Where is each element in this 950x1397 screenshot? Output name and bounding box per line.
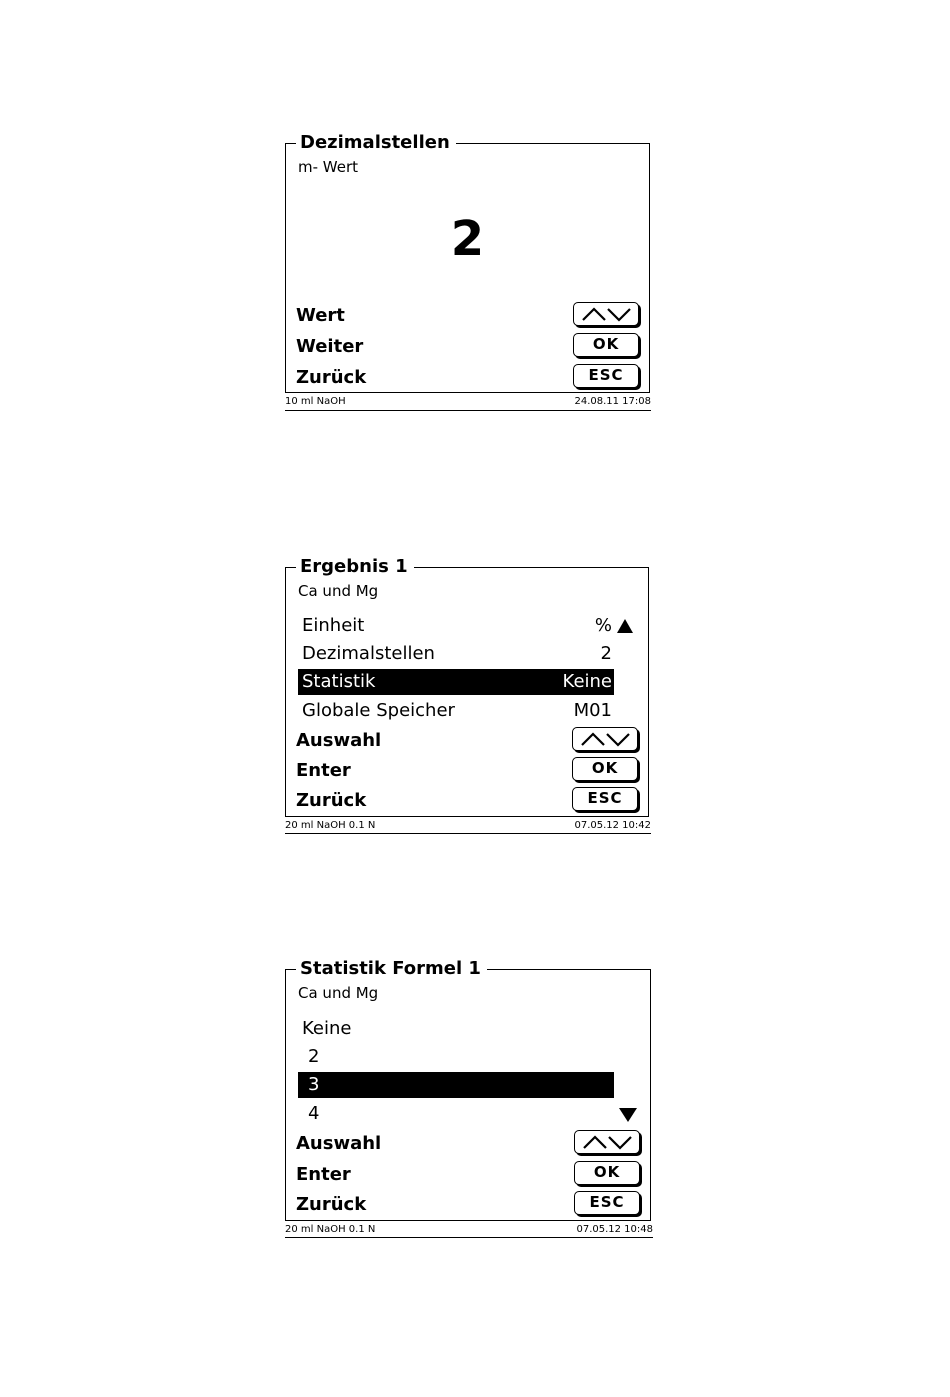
dialog-subtitle: m- Wert <box>298 158 359 176</box>
list-item-globale-speicher[interactable] <box>298 698 614 724</box>
status-datetime: 07.05.12 10:48 <box>576 1224 653 1235</box>
softkey-label-zurueck: Zurück <box>296 1194 367 1215</box>
softkey-row-zurueck <box>296 787 638 815</box>
list-item-einheit[interactable] <box>298 613 614 639</box>
ok-button[interactable]: OK <box>572 757 638 781</box>
list-item-label: Statistik <box>302 671 376 692</box>
updown-arrows-icon <box>580 1134 634 1150</box>
status-underline <box>285 833 651 834</box>
ok-button[interactable]: OK <box>574 1161 640 1185</box>
list-item-label: Globale Speicher <box>302 700 455 721</box>
list-item-value: Keine <box>562 671 612 692</box>
updown-arrows-icon <box>578 731 632 747</box>
list-item-label: Einheit <box>302 615 365 636</box>
esc-button[interactable]: ESC <box>573 364 639 388</box>
dialog-subtitle: Ca und Mg <box>298 582 379 600</box>
softkey-row-auswahl <box>296 1130 640 1158</box>
softkey-row-wert <box>296 302 639 330</box>
dialog-title: Statistik Formel 1 <box>296 958 487 980</box>
screen-statistik-formel <box>285 958 653 1238</box>
status-datetime: 07.05.12 10:42 <box>574 820 651 831</box>
dialog-title: Ergebnis 1 <box>296 556 414 578</box>
option-label: 2 <box>308 1046 320 1067</box>
softkey-label-enter: Enter <box>296 760 351 781</box>
softkey-label-weiter: Weiter <box>296 336 364 357</box>
option-item-2[interactable] <box>298 1044 614 1070</box>
updown-arrows-button[interactable] <box>572 727 638 751</box>
option-label: Keine <box>302 1018 352 1039</box>
value-display: 2 <box>450 211 485 267</box>
option-item-4[interactable] <box>298 1101 614 1127</box>
softkey-row-zurueck <box>296 364 639 392</box>
softkey-label-auswahl: Auswahl <box>296 1133 382 1154</box>
dialog-frame <box>285 132 650 393</box>
list-item-dezimalstellen[interactable] <box>298 641 614 667</box>
softkey-label-zurueck: Zurück <box>296 367 367 388</box>
softkey-label-zurueck: Zurück <box>296 790 367 811</box>
scroll-down-icon <box>619 1108 637 1122</box>
updown-arrows-icon <box>579 306 633 322</box>
status-underline <box>285 410 651 411</box>
updown-arrows-button[interactable] <box>574 1130 640 1154</box>
updown-arrows-button[interactable] <box>573 302 639 326</box>
status-method: 20 ml NaOH 0.1 N <box>285 820 376 831</box>
screen-ergebnis <box>285 556 651 834</box>
screen-dezimalstellen <box>285 132 651 411</box>
list-item-value: % <box>594 615 612 636</box>
list-item-value: 2 <box>600 643 612 664</box>
esc-button[interactable]: ESC <box>572 787 638 811</box>
option-label: 4 <box>308 1103 320 1124</box>
softkey-label-auswahl: Auswahl <box>296 730 382 751</box>
softkey-label-wert: Wert <box>296 305 345 326</box>
status-datetime: 24.08.11 17:08 <box>574 396 651 407</box>
status-method: 10 ml NaOH <box>285 396 346 407</box>
option-label: 3 <box>308 1074 320 1095</box>
softkey-row-zurueck <box>296 1191 640 1219</box>
dialog-subtitle: Ca und Mg <box>298 984 379 1002</box>
status-method: 20 ml NaOH 0.1 N <box>285 1224 376 1235</box>
dialog-frame <box>285 958 651 1221</box>
list-item-statistik[interactable] <box>298 669 614 695</box>
softkey-label-enter: Enter <box>296 1164 351 1185</box>
list-item-value: M01 <box>573 700 612 721</box>
scroll-up-icon <box>617 619 633 633</box>
list-item-label: Dezimalstellen <box>302 643 435 664</box>
ok-button[interactable]: OK <box>573 333 639 357</box>
dialog-title: Dezimalstellen <box>296 132 456 154</box>
softkey-row-enter <box>296 1161 640 1189</box>
softkey-row-auswahl <box>296 727 638 755</box>
softkey-row-enter <box>296 757 638 785</box>
dialog-frame <box>285 556 649 817</box>
softkey-row-weiter <box>296 333 639 361</box>
option-item-3[interactable] <box>298 1072 614 1098</box>
status-underline <box>285 1237 653 1238</box>
esc-button[interactable]: ESC <box>574 1191 640 1215</box>
option-item-keine[interactable] <box>298 1016 614 1042</box>
